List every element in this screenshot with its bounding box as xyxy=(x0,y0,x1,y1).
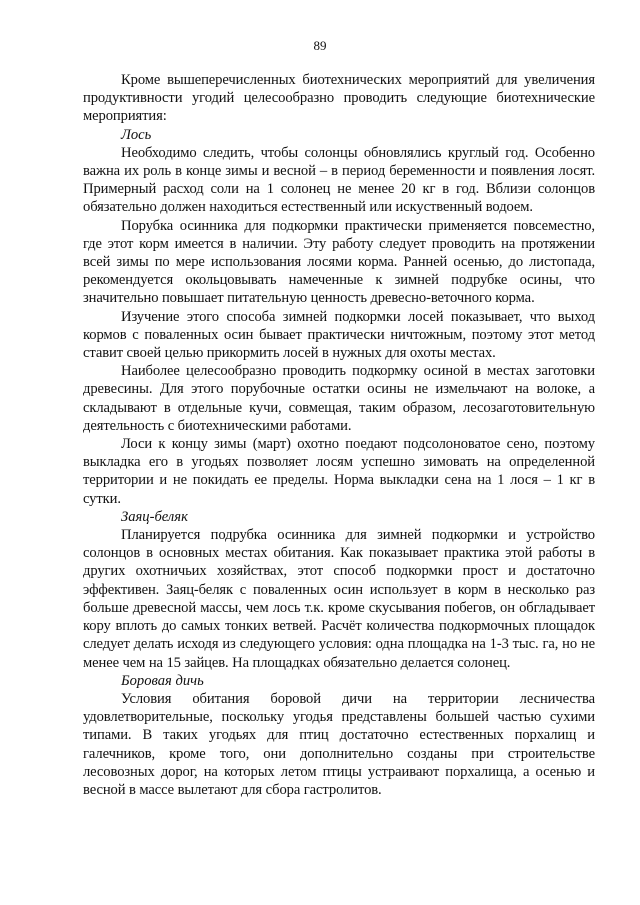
paragraph-moose-salt-licks: Необходимо следить, чтобы солонцы обновлялись круглый год. Особенно важна их роль в конце зимы и весной – в период беременности и появления лосят. Примерный расход соли на 1 солонец не менее 20 кг в год. Вблизи солонцов обязательно должен находиться естественный или искуственный водоем. xyxy=(83,144,595,216)
section-heading-moose: Лось xyxy=(121,126,152,143)
paragraph-moose-aspen-cutting: Порубка осинника для подкормки практически применяется повсеместно, где этот корм имеется в наличии. Эту работу следует проводить на протяжении всей зимы по мере использования лосями корма. Ранней осенью, до листопада, рекомендуется окольцовывать намеченные к зимней подрубке осины, что значительно повышает питательную ценность древесно-веточного корма. xyxy=(83,217,595,307)
section-heading-hare: Заяц-беляк xyxy=(121,508,188,525)
paragraph-hare-feeding: Планируется подрубка осинника для зимней подкормки и устройство солонцов в основных местах обитания. Как показывает практика этой работы в других охотничьих хозяйствах, этот способ подкормки прост и достаточно эффективен. Заяц-беляк с поваленных осин использует в корм в несколько раз больше древесной массы, чем лось т.к. кроме скусывания побегов, он обгладывает кору вплоть до самых тонких ветвей. Расчёт количества подкормочных площадок следует делать исходя из следующего условия: одна площадка на 1-3 тыс. га, но не менее чем на 15 зайцев. На площадках обязательно делается солонец. xyxy=(83,527,595,671)
paragraph-intro: Кроме вышеперечисленных биотехнических мероприятий для увеличения продуктивности угодий целесообразно проводить следующие биотехнические мероприятия: xyxy=(83,72,595,125)
document-body xyxy=(83,71,595,799)
paragraph-moose-hay: Лоси к концу зимы (март) охотно поедают подсолоноватое сено, поэтому выкладка его в угодьях позволяет лосям успешно зимовать на определенной территории и не покидать ее пределы. Норма выкладки сена на 1 лося – 1 кг в сутки. xyxy=(83,436,595,507)
page-number: 89 xyxy=(313,38,327,53)
paragraph-moose-logging-sites: Наиболее целесообразно проводить подкормку осиной в местах заготовки древесины. Для этого порубочные остатки осины не измельчают на волоке, а складывают в отдельные кучи, совмещая, таким образом, лесозаготовительную деятельность с биотехническими работами. xyxy=(83,363,595,434)
paragraph-moose-feeding-study: Изучение этого способа зимней подкормки лосей показывает, что выход кормов с поваленных осин бывает практически ничтожным, поэтому этот метод ставит своей целью прикормить лосей в нужных для охоты местах. xyxy=(83,308,595,362)
paragraph-upland-game-conditions: Условия обитания боровой дичи на территории лесничества удовлетворительные, поскольку угодья представлены большей частью сухими типами. В таких угодьях для птиц достаточно естественных порхалищ и галечников, кроме того, они дополнительно созданы при строительстве лесовозных дорог, на которых летом птицы устраивают порхалища, а осенью и весной в массе вылетают для сбора гастролитов. xyxy=(83,690,595,798)
section-heading-upland-game: Боровая дичь xyxy=(121,672,204,689)
